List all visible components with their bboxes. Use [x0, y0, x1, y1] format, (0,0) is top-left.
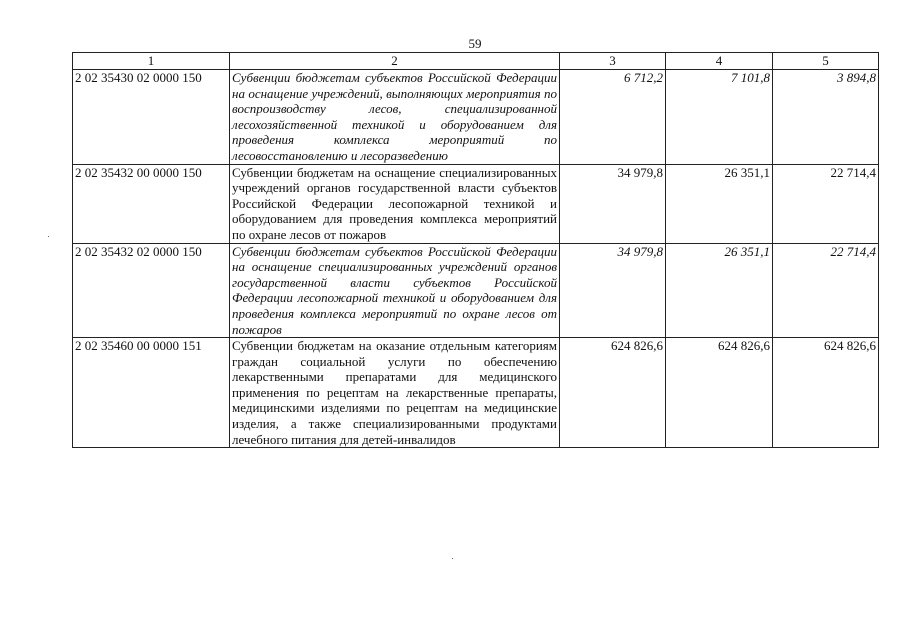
amount-col5-cell: 624 826,6 [773, 338, 879, 448]
header-row [73, 53, 879, 70]
amount-col5-cell: 22 714,4 [773, 243, 879, 338]
description-cell: Субвенции бюджетам на оснащение специализированных учреждений органов государственной власти субъектов Российской Федерации лесопожарной техникой и оборудованием для проведения комплекса мероприятий по охране лесов от пожаров [230, 164, 560, 243]
table-row [73, 243, 879, 338]
amount-col3-cell: 34 979,8 [560, 164, 666, 243]
description-cell: Субвенции бюджетам субъектов Российской Федерации на оснащение учреждений, выполняющих мероприятия по воспроизводству лесов, специализированной лесохозяйственной техникой и оборудованием для проведения комплекса мероприятий по лесовосстановлению и лесоразведению [230, 70, 560, 165]
amount-col4-cell: 7 101,8 [666, 70, 773, 165]
column-header-1: 1 [73, 53, 230, 70]
column-header-4: 4 [666, 53, 773, 70]
budget-code-cell: 2 02 35460 00 0000 151 [73, 338, 230, 448]
column-header-3: 3 [560, 53, 666, 70]
column-header-2: 2 [230, 53, 560, 70]
budget-code-cell: 2 02 35432 02 0000 150 [73, 243, 230, 338]
column-header-5: 5 [773, 53, 879, 70]
budget-code-cell: 2 02 35432 00 0000 150 [73, 164, 230, 243]
budget-code-cell: 2 02 35430 02 0000 150 [73, 70, 230, 165]
table-row [73, 164, 879, 243]
amount-col3-cell: 6 712,2 [560, 70, 666, 165]
budget-table [72, 52, 879, 448]
amount-col4-cell: 624 826,6 [666, 338, 773, 448]
page-number: 59 [468, 36, 482, 51]
description-cell: Субвенции бюджетам на оказание отдельным категориям граждан социальной услуги по обеспечению лекарственными препаратами для медицинского применения по рецептам на лекарственные препараты, медицинскими изделиями по рецептам на медицинские изделия, а также специализированными продуктами лечебного питания для детей-инвалидов [230, 338, 560, 448]
amount-col3-cell: 34 979,8 [560, 243, 666, 338]
description-cell: Субвенции бюджетам субъектов Российской Федерации на оснащение специализированных учреждений органов государственной власти субъектов Российской Федерации лесопожарной техникой и оборудованием для проведения комплекса мероприятий по охране лесов от пожаров [230, 243, 560, 338]
table-row [73, 70, 879, 165]
table-row [73, 338, 879, 448]
amount-col4-cell: 26 351,1 [666, 164, 773, 243]
amount-col3-cell: 624 826,6 [560, 338, 666, 448]
amount-col4-cell: 26 351,1 [666, 243, 773, 338]
amount-col5-cell: 3 894,8 [773, 70, 879, 165]
scan-speck [452, 558, 453, 559]
scan-speck [48, 236, 49, 237]
amount-col5-cell: 22 714,4 [773, 164, 879, 243]
